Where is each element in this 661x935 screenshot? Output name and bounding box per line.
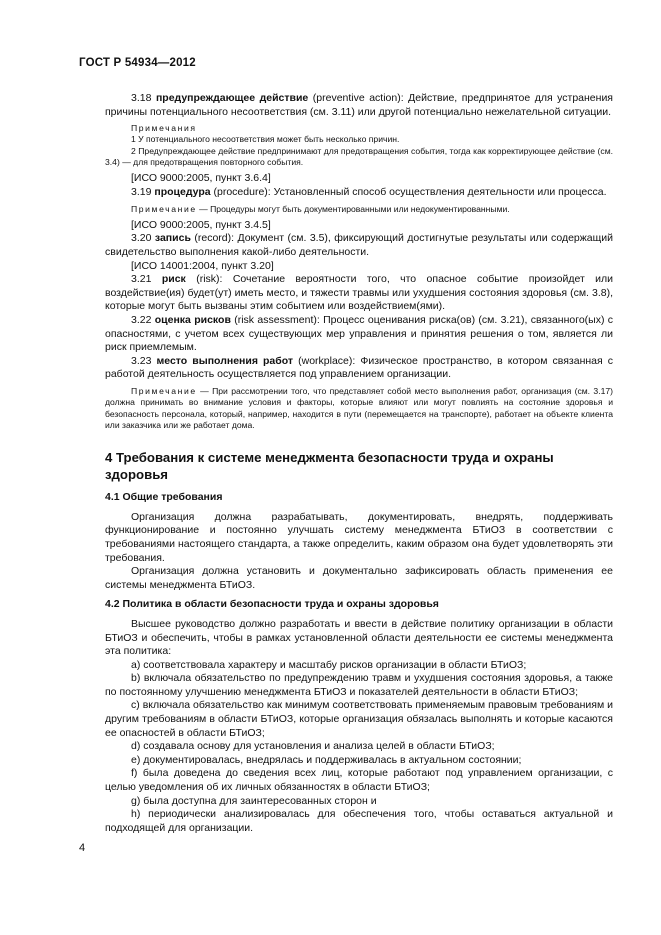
list-item-d: d) создавала основу для установления и анализа целей в области БТиОЗ; — [131, 740, 495, 753]
definition-text: (preventive action): Действие, предпринятое для устранения причины потенциального несоответствия (см. 3.11) или другой потенциально нежелательной ситуации. — [105, 92, 613, 118]
clause-number: 3.19 — [131, 185, 152, 198]
reference: [ИСО 9000:2005, пункт 3.4.5] — [131, 218, 271, 231]
definition-text: (risk assessment): Процесс оценивания риска(ов) (см. 3.21), связанного(ых) с опасностями, с учетом всех существующих мер управления и принятия решения о том, является ли риск приемлемым. — [105, 314, 613, 354]
list-item-g: g) была доступна для заинтересованных сторон и — [131, 794, 377, 807]
reference: [ИСО 14001:2004, пункт 3.20] — [131, 259, 274, 272]
term: запись — [154, 232, 191, 245]
clause-number: 3.22 — [131, 314, 152, 327]
definition-3-18 — [105, 92, 613, 119]
note-label: Примечание — [131, 203, 197, 214]
paragraph: Организация должна разрабатывать, документировать, внедрять, поддерживать функционирование и постоянно улучшать систему менеджмента БТиОЗ в соответствии с требованиями настоящего стандарта, а также определить, каким образом она будет удовлетворять эти требования. — [105, 510, 613, 564]
reference: [ИСО 9000:2005, пункт 3.6.4] — [131, 172, 271, 185]
note-text: — При рассмотрении того, что представляет собой место выполнения работ, организация (см. 3.17) должна принимать во внимание условия и факторы, которые влияют или могут повлиять на состояние здоровья и безопасность персонала, который, например, находится в пути (перемещается на транспорте), работает на объекте клиента или заказчика или же работает дома. — [105, 385, 614, 430]
definition-3-20 — [105, 232, 613, 259]
notes-label-text: Примечания — [131, 123, 197, 134]
page-number: 4 — [79, 842, 86, 854]
clause-number: 3.23 — [131, 354, 152, 367]
note-item: 2 Предупреждающее действие предпринимают для предотвращения события, тогда как корректирующее действие (см. 3.4) — для предотвращения повторного события. — [105, 145, 613, 168]
note-label: Примечание — [131, 385, 197, 396]
section-4-title: 4 Требования к системе менеджмента безопасности труда и охраны здоровья — [105, 450, 554, 483]
definition-3-21 — [105, 273, 613, 314]
note-item: 1 У потенциального несоответствия может быть несколько причин. — [131, 134, 400, 145]
term: риск — [161, 273, 186, 286]
clause-number: 3.18 — [131, 92, 152, 104]
definition-text: (procedure): Установленный способ осуществления деятельности или процесса. — [213, 185, 607, 198]
term: место выполнения работ — [156, 354, 294, 367]
subsection-4-1-title: 4.1 Общие требования — [105, 491, 223, 504]
list-item-f: f) была доведена до сведения всех лиц, которые работают под управлением организации, с целью уведомления об их личных обязанностях в области БТиОЗ; — [105, 767, 613, 794]
document-body — [105, 92, 613, 835]
paragraph: Организация должна установить и документально зафиксировать область применения ее системы менеджмента БТиОЗ. — [105, 565, 613, 591]
clause-number: 3.20 — [131, 232, 152, 245]
list-item-a: a) соответствовала характеру и масштабу рисков организации в области БТиОЗ; — [131, 658, 527, 671]
note-text: — Процедуры могут быть документированными или недокументированными. — [199, 203, 510, 214]
note-3-23 — [105, 386, 613, 431]
term: оценка рисков — [154, 314, 231, 327]
definition-3-22 — [105, 314, 613, 355]
definition-text: (risk): Сочетание вероятности того, что опасное событие произойдет или воздействие(ия) будет(ут) иметь место, и тяжести травмы или ухудшения состояния здоровья (см. 3.8), которые могут быть вызваны этим событием или воздействием(ями). — [105, 273, 614, 313]
definition-text: (workplace): Физическое пространство, в котором связанная с работой деятельность осуществляется под управлением организации. — [105, 354, 614, 381]
clause-number: 3.21 — [131, 273, 152, 286]
document-header: ГОСТ Р 54934—2012 — [79, 57, 196, 69]
term: предупреждающее действие — [155, 92, 309, 104]
definition-3-19 — [105, 186, 613, 200]
definition-3-23 — [105, 355, 613, 382]
subsection-4-2-title: 4.2 Политика в области безопасности труда и охраны здоровья — [105, 598, 439, 611]
list-item-h: h) периодически анализировалась для обеспечения того, чтобы оставаться актуальной и подходящей для организации. — [105, 808, 613, 834]
definition-text: (record): Документ (см. 3.5), фиксирующий достигнутые результаты или содержащий свидетельство выполнения какой-либо деятельности. — [105, 232, 614, 259]
term: процедура — [154, 185, 211, 198]
paragraph: Высшее руководство должно разработать и ввести в действие политику организации в области БТиОЗ и обеспечить, чтобы в рамках установленной области деятельности ее системы менеджмента эта политика: — [105, 617, 613, 658]
notes-label — [105, 123, 613, 134]
list-item-e: e) документировалась, внедрялась и поддерживалась в актуальном состоянии; — [131, 753, 522, 766]
list-item-c: c) включала обязательство как минимум соответствовать применяемым правовым требованиям и другим требованиям в области БТиОЗ, которые организация обязалась выполнять и которые касаются ее опасностей в области БТиОЗ; — [105, 699, 613, 739]
list-item-b: b) включала обязательство по предупреждению травм и ухудшения состояния здоровья, а также по постоянному улучшению менеджмента БТиОЗ и показателей деятельности в области БТиОЗ; — [105, 672, 613, 698]
note-3-19 — [105, 204, 613, 215]
